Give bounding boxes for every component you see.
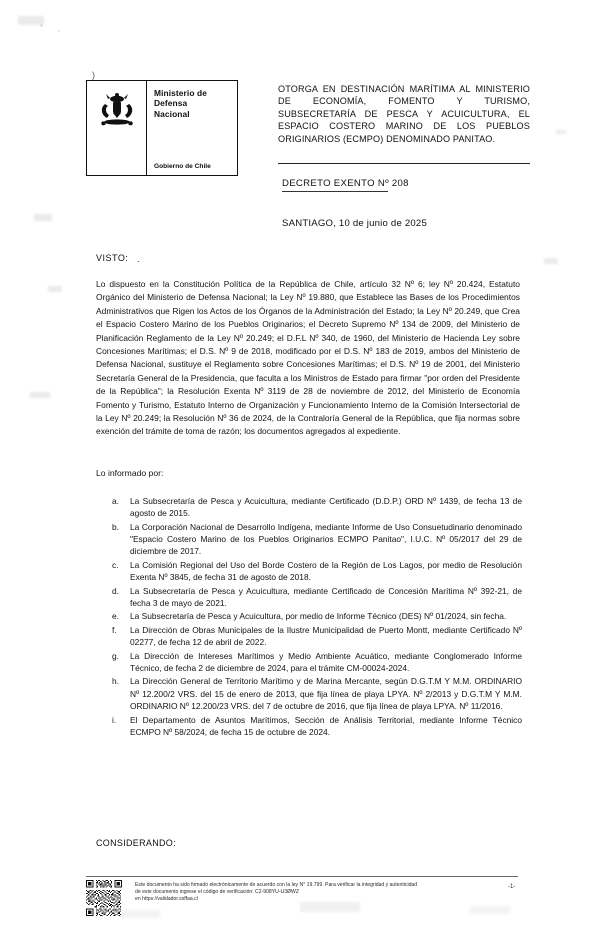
title-line: SUBSECRETARÍA DE PESCA Y ACUICULTURA, EL — [278, 108, 530, 119]
visto-dot: . — [137, 254, 140, 264]
scan-artifact — [120, 910, 160, 918]
scan-artifact — [556, 130, 566, 134]
list-item — [112, 650, 522, 675]
ministry-line-1: Ministerio de — [154, 88, 207, 98]
list-item-text: La Subsecretaría de Pesca y Acuicultura, por medio de Informe Técnico (DES) Nº 01/2024, sin fecha. — [130, 611, 507, 622]
list-item — [112, 559, 522, 584]
decree-number-underline — [282, 191, 388, 192]
scan-artifact — [544, 258, 558, 264]
list-item-text: La Subsecretaría de Pesca y Acuicultura, mediante Certificado de Concesión Marítima Nº 392-21, de fecha 3 de mayo de 2021. — [130, 585, 522, 608]
list-item — [112, 675, 522, 712]
list-item-marker: h. — [112, 676, 119, 687]
footer-line-1: Este documento ha sido firmado electrónicamente de acuerdo con la ley N° 19.799. Para verificar la integridad y autenticidad — [135, 882, 418, 888]
ministry-logo-box — [86, 80, 238, 176]
list-item-marker: f. — [112, 624, 117, 635]
list-item-marker: c. — [112, 559, 119, 570]
scan-artifact — [58, 30, 60, 32]
title-line: OTORGA EN DESTINACIÓN MARÍTIMA AL MINISTERIO — [278, 84, 530, 94]
list-item — [112, 624, 522, 649]
footer-divider — [86, 876, 518, 877]
qr-code-icon — [86, 880, 122, 916]
scan-artifact — [18, 16, 44, 25]
scan-artifact — [34, 214, 52, 221]
list-item — [112, 714, 522, 739]
footer-line-3: en https://validador.ssffaa.cl — [135, 896, 198, 903]
place-and-date: SANTIAGO, 10 de junio de 2025 — [282, 218, 427, 229]
informado-list — [112, 495, 522, 739]
scan-artifact — [470, 906, 510, 914]
list-item-text: La Dirección de Obras Municipales de la Ilustre Municipalidad de Puerto Montt, mediante Certificado Nº 02277, de fecha 12 de abril de 2022. — [130, 624, 522, 648]
title-line: ORIGINARIOS (ECMPO) DENOMINADO PANITAO. — [278, 133, 496, 144]
title-line: DE ECONOMÍA, FOMENTO Y TURISMO, — [278, 96, 530, 107]
list-item — [112, 585, 522, 610]
list-item — [112, 521, 522, 558]
government-label: Gobierno de Chile — [154, 163, 211, 170]
list-item-text: El Departamento de Asuntos Marítimos, Sección de Análisis Territorial, mediante Informe Técnico ECMPO Nº 58/2024, de fecha 15 de octubre de 2024. — [130, 714, 522, 737]
ministry-line-3: Nacional — [154, 108, 190, 119]
list-item-text: La Dirección General de Territorio Marítimo y de Marina Mercante, según D.G.T.M Y M.M. ORDINARIO Nº 12.200/2 VRS. del 15 de enero de 2013, que fija línea de playa LPYA. Nº 2/2013 y D.G.T.M Y M.M. ORDINARIO Nº 12.200/23 VRS. del 7 de octubre de 2016, que fija línea de playa LPYA. Nº 11/2016. — [130, 676, 522, 712]
list-item-text: La Subsecretaría de Pesca y Acuicultura, mediante Certificado (D.D.P.) ORD Nº 1439, de fecha 13 de agosto de 2015. — [130, 496, 522, 519]
coat-of-arms-cell — [87, 81, 147, 175]
decree-number: DECRETO EXENTO Nº 208 — [282, 178, 409, 189]
scan-artifact — [48, 286, 62, 292]
list-item-marker: d. — [112, 585, 119, 596]
list-item-text: La Corporación Nacional de Desarrollo Indígena, mediante Informe de Uso Consuetudinario denominado "Espacio Costero Marino de los Pueblos Originarios ECMPO Panitao", I.U.C. Nº 05/2017 del 29 de diciembre de 2017. — [130, 521, 522, 557]
list-item-text: La Comisión Regional del Uso del Borde Costero de la Región de Los Lagos, por medio de Resolución Exenta Nº 3845, de fecha 31 de agosto de 2018. — [130, 559, 522, 583]
title-divider — [278, 163, 530, 164]
informado-label: Lo informado por: — [96, 468, 164, 478]
list-item-marker: a. — [112, 496, 119, 506]
scan-artifact — [30, 392, 50, 398]
scan-artifact — [40, 24, 43, 27]
list-item — [112, 610, 522, 622]
list-item-text: La Dirección de Intereses Marítimos y Medio Ambiente Acuático, mediante Conglomerado Informe Técnico, de fecha 2 de diciembre de 2024, para el trámite CM-00024-2024. — [130, 650, 522, 673]
visto-label: VISTO: — [96, 253, 129, 263]
scan-tick-mark: ) — [92, 70, 95, 80]
footer-line-2: de este documento ingrese el código de verificación: C2-908YU-U3ØWZ — [135, 889, 299, 896]
signature-verification-text — [135, 882, 485, 904]
visto-paragraph: Lo dispuesto en la Constitución Política de la República de Chile, artículo 32 Nº 6; ley Nº 20.424, Estatuto Orgánico del Ministerio de Defensa Nacional; la Ley Nº 19.880, que Establece las Bases de los Procedimientos Administrativos que Rigen los Actos de los Órganos de la Administración del Estado; la Ley Nº 20.249, que Crea el Espacio Costero Marino de los Pueblos Originarios; el Decreto Supremo Nº 134 de 2009, del Ministerio de Planificación Reglamento de la Ley Nº 20.249; el D.F.L Nº 340, de 1960, del Ministerio de Hacienda Ley sobre Concesiones Marítimas; el D.S. Nº 9 de 2018, modificado por el D.S. Nº 183 de 2019, ambos del Ministerio de Defensa Nacional, sustituye el Reglamento sobre Concesiones Marítimas; el D.S. Nº 19 de 2001, del Ministerio Secretaría General de la Presidencia, que faculta a los Ministros de Estado para firmar "por orden del Presidente de la República"; la Resolución Exenta Nº 3119 de 28 de noviembre de 2012, del Ministerio de Economía Fomento y Turismo, Estatuto Interno de Organización y Funcionamiento Interno de la Comisión Intersectorial de la Ley Nº 20.249; la Resolución Nº 36 de 2024, de la Contraloría General de la República, que fija normas sobre exención del trámite de toma de razón; los documentos agregados al expediente. — [96, 279, 520, 437]
ministry-name-cell — [147, 81, 237, 175]
ministry-line-2: Defensa — [154, 98, 188, 109]
list-item-marker: b. — [112, 521, 119, 532]
list-item — [112, 495, 522, 520]
title-line: ESPACIO COSTERO MARINO DE LOS PUEBLOS — [278, 121, 530, 132]
list-item-marker: i. — [112, 714, 117, 725]
chile-coat-of-arms-icon — [94, 90, 140, 130]
considerando-label: CONSIDERANDO: — [96, 838, 176, 848]
document-title — [278, 83, 530, 145]
list-item-marker: e. — [112, 611, 119, 622]
page-number: -1- — [508, 884, 516, 890]
list-item-marker: g. — [112, 650, 119, 661]
